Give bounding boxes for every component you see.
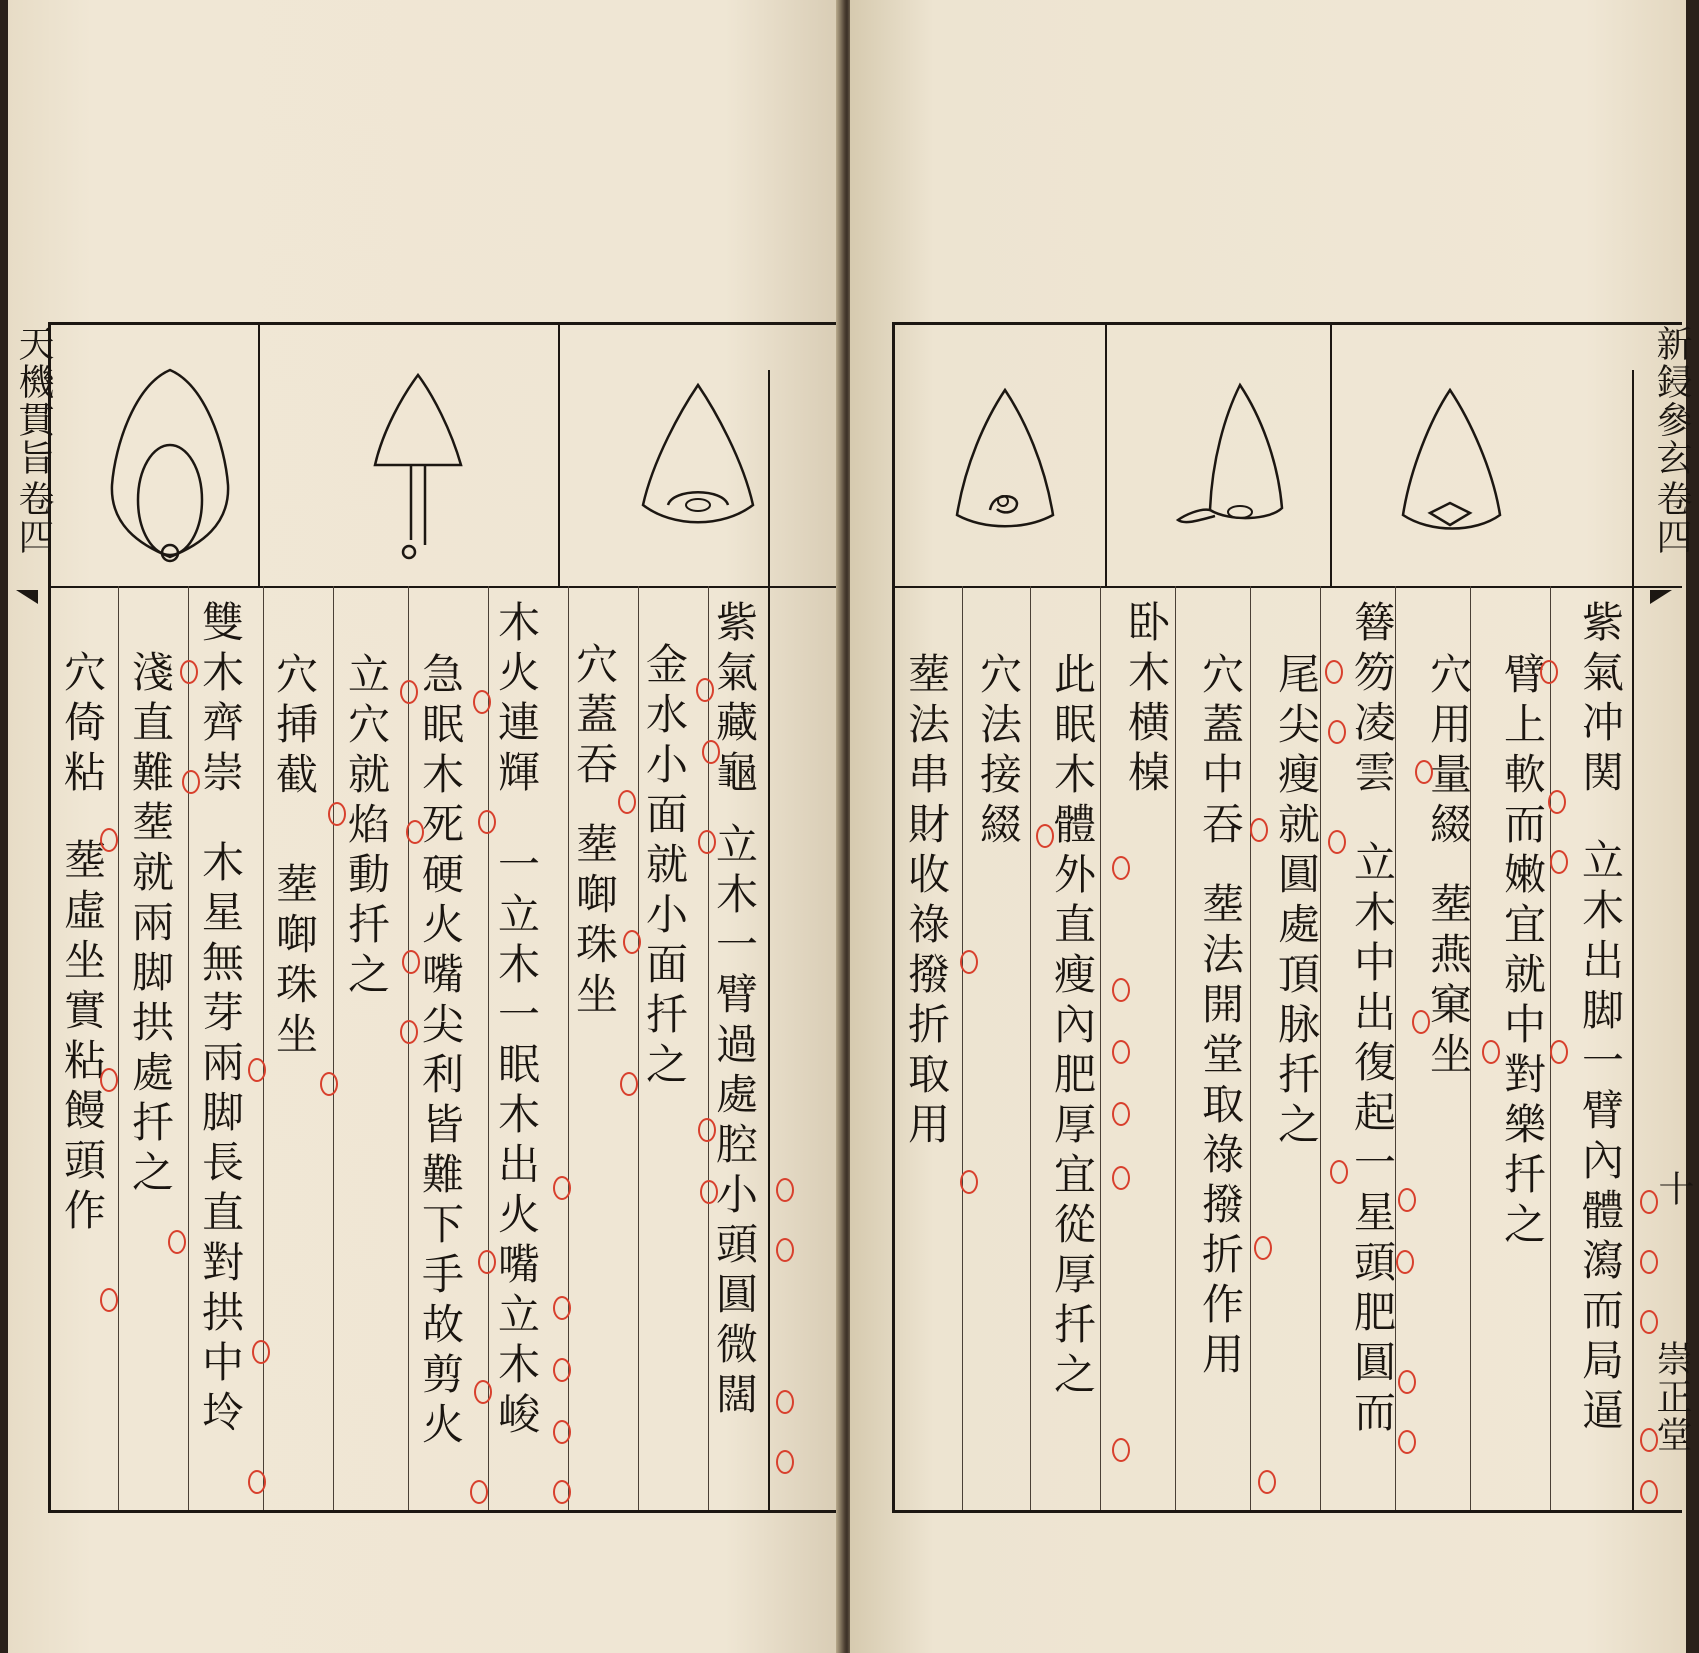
right-margin-folio: 十 <box>1653 1170 1694 1208</box>
right-entry-3-line-3: 塟 法 串 財 收 祿 撥 折 取 用 <box>907 650 950 1149</box>
right-entry-3-line-1: 此 眠 木 體 外 直 瘦 內 肥 厚 宜 從 厚 扦 之 <box>1053 650 1096 1399</box>
right-margin-volume: 卷四 <box>1651 480 1692 556</box>
mushroom-figure-icon <box>363 370 473 570</box>
left-entry-2-line-3: 穴 挿 截 <box>275 650 318 799</box>
left-entry-1-head: 紫 氣 藏 龜 <box>715 598 758 797</box>
right-entry-2-line-3: 塟 法 開 堂 取 祿 撥 折 作 用 <box>1201 880 1244 1379</box>
hooded-figure-icon <box>1170 380 1290 540</box>
right-entry-2-line-2: 穴 蓋 中 吞 <box>1201 650 1244 849</box>
right-entry-1-line-2: 穴 用 量 綴 <box>1429 650 1472 849</box>
left-entry-1-detail: 立 木 一 臂 過 處 腔 小 頭 圓 微 闊 <box>715 820 758 1419</box>
right-margin-hall: 崇正堂 <box>1651 1340 1692 1454</box>
hooded-figure-icon <box>1385 385 1515 545</box>
left-entry-1-line-3: 塟 啣 珠 坐 <box>575 820 618 1019</box>
right-entry-3-head: 卧 木 横 槕 <box>1127 598 1170 797</box>
left-entry-2-line-2: 立 穴 就 焰 動 扦 之 <box>347 650 390 999</box>
left-margin-volume: 卷四 <box>13 480 54 556</box>
right-entry-2-detail: 立 木 中 出 復 起 一 星 頭 肥 圓 而 <box>1353 838 1396 1437</box>
left-entry-1-line-1: 金 水 小 面 就 小 面 扦 之 <box>645 640 688 1089</box>
right-page <box>850 0 1694 1653</box>
left-entry-3-head: 雙 木 齊 崇 <box>201 598 244 797</box>
right-entry-1-detail: 立 木 出 脚 一 臂 內 體 瀉 而 局 逼 <box>1581 836 1624 1435</box>
right-entry-3-line-2: 穴 法 接 綴 <box>979 650 1022 849</box>
right-entry-2-head: 簮 笏 凌 雲 <box>1353 598 1396 797</box>
left-page <box>8 0 842 1653</box>
left-margin-title: 天機貫旨 <box>13 325 54 477</box>
left-entry-3-line-3: 塟 虛 坐 實 粘 饅 頭 作 <box>63 836 106 1235</box>
hooded-figure-icon <box>633 380 763 540</box>
left-entry-1-line-2: 穴 蓋 吞 <box>575 640 618 789</box>
left-entry-2-line-4: 塟 啣 珠 坐 <box>275 860 318 1059</box>
left-entry-2-detail: 一 立 木 一 眠 木 出 火 嘴 立 木 峻 <box>497 840 540 1439</box>
left-entry-3-line-1: 淺 直 難 塟 就 兩 脚 拱 處 扦 之 <box>131 648 174 1197</box>
left-entry-2-head: 木 火 連 輝 <box>497 598 540 797</box>
hooded-figure-icon <box>945 385 1065 535</box>
right-margin-title: 新鋟參玄 <box>1651 325 1692 477</box>
left-entry-3-detail: 木 星 無 芽 兩 脚 長 直 對 拱 中 坽 <box>201 838 244 1437</box>
right-entry-1-line-1: 臂 上 軟 而 嫩 宜 就 中 對 樂 扦 之 <box>1503 650 1546 1249</box>
left-entry-2-line-1: 急 眠 木 死 硬 火 嘴 尖 利 皆 難 下 手 故 剪 火 <box>421 650 464 1449</box>
right-entry-2-line-1: 尾 尖 瘦 就 圓 處 頂 脉 扦 之 <box>1277 650 1320 1149</box>
right-entry-1-head: 紫 氣 冲 関 <box>1581 598 1624 797</box>
leaf-figure-icon <box>100 365 240 570</box>
right-entry-1-line-3: 塟 燕 窠 坐 <box>1429 880 1472 1079</box>
left-entry-3-line-2: 穴 倚 粘 <box>63 648 106 797</box>
